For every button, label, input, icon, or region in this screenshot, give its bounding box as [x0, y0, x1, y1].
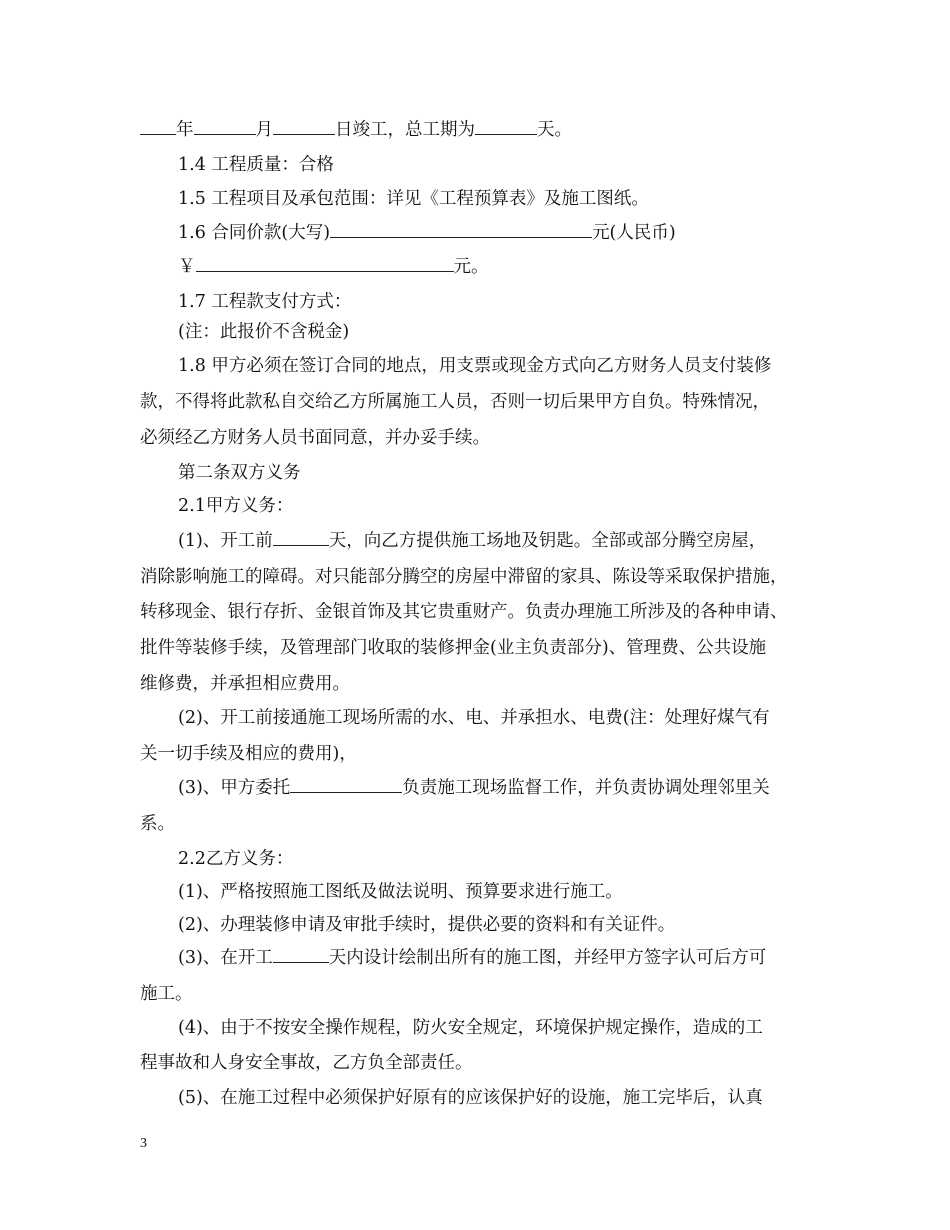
text-line: 必须经乙方财务人员书面同意，并办妥手续。 — [140, 428, 490, 448]
fill-blank[interactable] — [194, 120, 256, 135]
text-line: ￥ 元。 — [178, 257, 489, 277]
text-line: 批件等装修手续，及管理部门收取的装修押金(业主负责部分)、管理费、公共设施 — [140, 638, 767, 658]
text-line: (注：此报价不含税金) — [178, 322, 350, 342]
text-line: 1.6 合同价款(大写) 元(人民币) — [178, 223, 676, 243]
subsection-heading: 2.2乙方义务： — [178, 849, 294, 869]
text-line: 维修费，并承担相应费用。 — [140, 674, 350, 694]
contract-price-words-blank[interactable] — [330, 223, 592, 238]
text-line: 1.5 工程项目及承包范围：详见《工程预算表》及施工图纸。 — [178, 189, 649, 209]
text-line: 施工。 — [140, 984, 193, 1004]
text-line: 1.7 工程款支付方式： — [178, 292, 352, 312]
subsection-heading: 2.1甲方义务： — [178, 496, 294, 516]
text-line: 消除影响施工的障碍。对只能部分腾空的房屋中滞留的家具、陈设等采取保护措施， — [140, 567, 788, 587]
section-heading: 第二条双方义务 — [178, 463, 301, 483]
page-number: 3 — [140, 1136, 147, 1151]
text-line: 款，不得将此款私自交给乙方所属施工人员，否则一切后果甲方自负。特殊情况， — [140, 392, 770, 412]
text-line: (2)、办理装修申请及审批手续时，提供必要的资料和有关证件。 — [178, 915, 676, 935]
text-line: (2)、开工前接通施工现场所需的水、电、并承担水、电费(注：处理好煤气有 — [178, 708, 770, 728]
text-line: (4)、由于不按安全操作规程，防火安全规定，环境保护规定操作，造成的工 — [178, 1018, 763, 1038]
fill-blank[interactable] — [273, 948, 329, 963]
fill-blank[interactable] — [273, 120, 335, 135]
text-line: 年 月 日竣工，总工期为 天。 — [140, 118, 572, 142]
text-line: 关一切手续及相应的费用)， — [140, 744, 357, 764]
fill-blank[interactable] — [273, 531, 329, 546]
text-line: (1)、严格按照施工图纸及做法说明、预算要求进行施工。 — [178, 882, 623, 902]
text-line: (1)、开工前 天，向乙方提供施工场地及钥匙。全部或部分腾空房屋， — [178, 531, 767, 551]
text-line: 转移现金、银行存折、金银首饰及其它贵重财产。负责办理施工所涉及的各种申请、 — [140, 602, 788, 622]
text-line: (3)、在开工 天内设计绘制出所有的施工图，并经甲方签字认可后方可 — [178, 948, 767, 968]
text-line: 系。 — [140, 814, 175, 834]
fill-blank[interactable] — [475, 120, 537, 135]
text-line: (3)、甲方委托 负责施工现场监督工作，并负责协调处理邻里关 — [178, 778, 770, 798]
fill-blank[interactable] — [140, 120, 176, 135]
text-line: 程事故和人身安全事故，乙方负全部责任。 — [140, 1053, 473, 1073]
text-line: 1.4 工程质量：合格 — [178, 155, 334, 175]
contract-price-amount-blank[interactable] — [196, 257, 454, 272]
text-line: (5)、在施工过程中必须保护好原有的应该保护好的设施，施工完毕后，认真 — [178, 1088, 763, 1108]
text-line: 1.8 甲方必须在签订合同的地点，用支票或现金方式向乙方财务人员支付装修 — [178, 356, 772, 376]
fill-blank[interactable] — [290, 778, 402, 793]
